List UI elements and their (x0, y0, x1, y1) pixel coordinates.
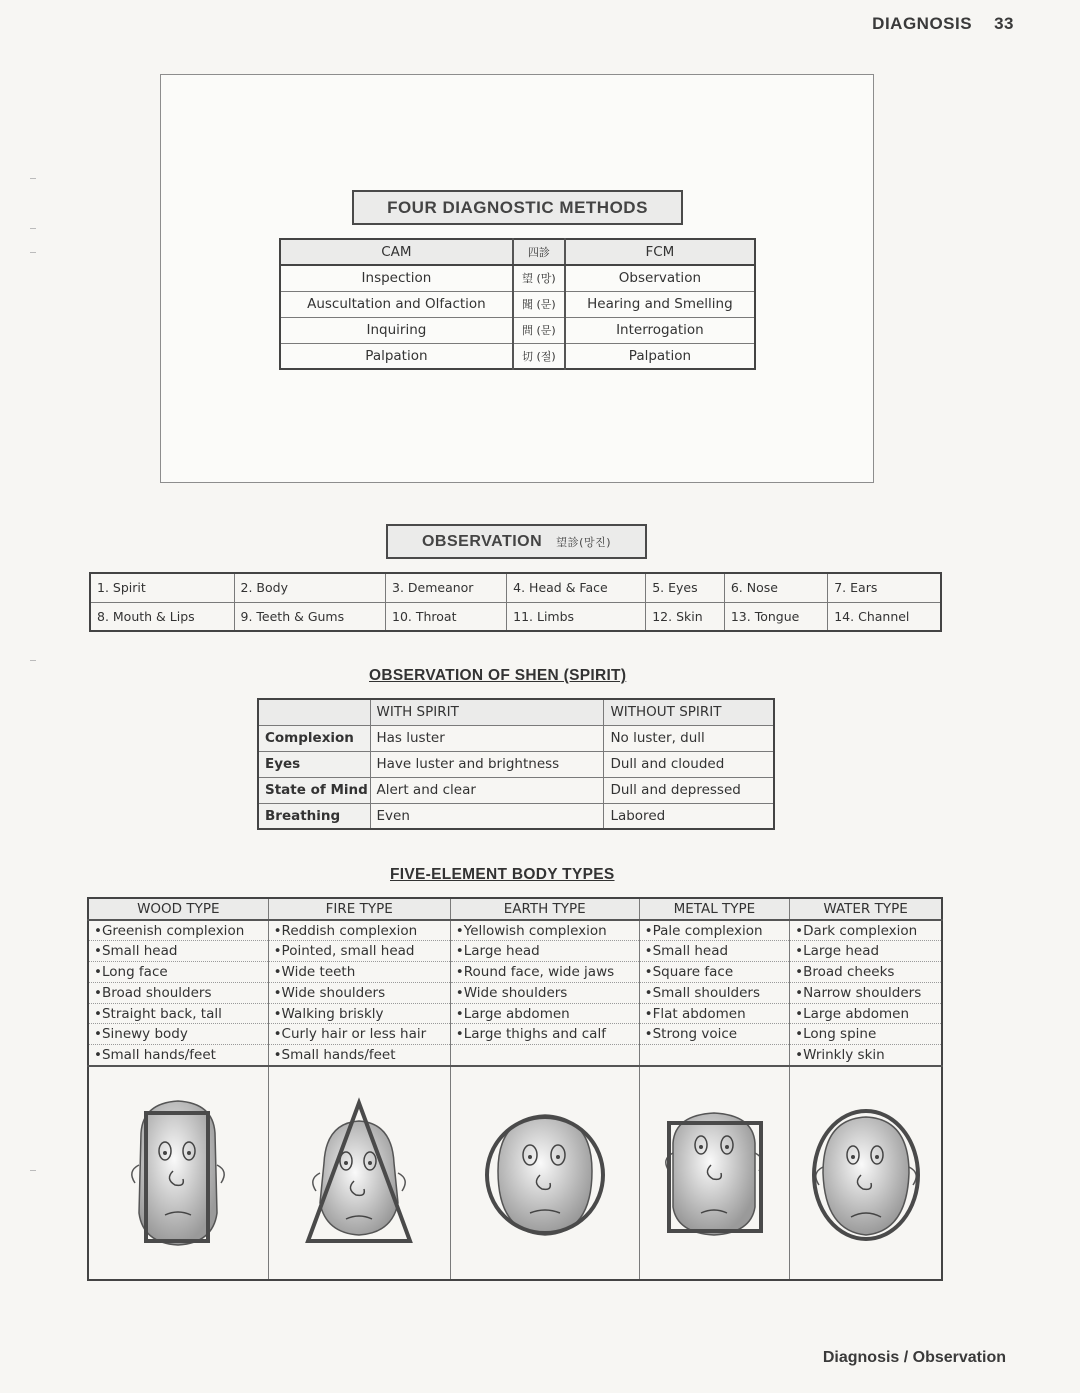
face-cell (88, 1066, 268, 1280)
table-cell: •Greenish complexion (88, 920, 268, 941)
table-cell: Has luster (370, 725, 604, 751)
page-header (872, 14, 1014, 34)
table-cell: 7. Ears (828, 573, 941, 602)
table-header-row (258, 699, 774, 725)
table-cell: 14. Channel (828, 602, 941, 631)
column-header: 四診 (513, 239, 565, 265)
shen-title: OBSERVATION OF SHEN (SPIRIT) (369, 667, 627, 684)
metal-face-square-icon (649, 1093, 779, 1253)
table-cell: 9. Teeth & Gums (234, 602, 385, 631)
table-cell: •Round face, wide jaws (450, 962, 639, 983)
table-cell: •Broad cheeks (790, 962, 942, 983)
table-row (88, 982, 942, 1003)
table-cell: Auscultation and Olfaction (280, 291, 513, 317)
table-row (88, 941, 942, 962)
table-cell: 2. Body (234, 573, 385, 602)
table-cell: •Large abdomen (790, 1003, 942, 1024)
table-row (258, 751, 774, 777)
table-cell: •Wide shoulders (268, 982, 450, 1003)
column-header: FCM (565, 239, 755, 265)
table-cell: •Small shoulders (639, 982, 790, 1003)
table-cell: •Large thighs and calf (450, 1024, 639, 1045)
table-cell: 13. Tongue (724, 602, 827, 631)
observation-title-text: OBSERVATION (421, 533, 543, 550)
earth-face-circle-icon (480, 1093, 610, 1253)
table-cell: •Pale complexion (639, 920, 790, 941)
column-header: WITHOUT SPIRIT (604, 699, 774, 725)
column-header: METAL TYPE (639, 898, 790, 920)
table-row (90, 602, 941, 631)
table-row (280, 291, 755, 317)
table-cell: •Large head (450, 941, 639, 962)
table-cell: •Curly hair or less hair (268, 1024, 450, 1045)
table-cell: Alert and clear (370, 777, 604, 803)
table-cell: Have luster and brightness (370, 751, 604, 777)
table-cell: 5. Eyes (646, 573, 725, 602)
table-cell: •Wide teeth (268, 962, 450, 983)
face-cell (790, 1066, 942, 1280)
table-cell: 切 (절) (513, 343, 565, 369)
table-cell: Dull and clouded (604, 751, 774, 777)
five-element-table (87, 897, 943, 1281)
table-cell: Labored (604, 803, 774, 829)
table-row (258, 725, 774, 751)
observation-title (386, 524, 647, 559)
table-cell: 6. Nose (724, 573, 827, 602)
water-face-oval-icon (801, 1093, 931, 1253)
table-cell: •Sinewy body (88, 1024, 268, 1045)
fire-face-triangle-icon (294, 1093, 424, 1253)
table-cell: •Small hands/feet (88, 1045, 268, 1066)
table-row (90, 573, 941, 602)
table-cell: •Broad shoulders (88, 982, 268, 1003)
table-row (88, 1045, 942, 1066)
table-cell: •Reddish complexion (268, 920, 450, 941)
table-header-row (280, 239, 755, 265)
table-cell: •Large abdomen (450, 1003, 639, 1024)
table-row (88, 1003, 942, 1024)
table-row (280, 343, 755, 369)
table-cell: No luster, dull (604, 725, 774, 751)
table-cell: •Small head (639, 941, 790, 962)
row-header: State of Mind (258, 777, 370, 803)
table-row (88, 1024, 942, 1045)
face-illustration-row (88, 1066, 942, 1280)
face-cell (268, 1066, 450, 1280)
table-row (88, 920, 942, 941)
table-cell: Palpation (565, 343, 755, 369)
table-cell: Dull and depressed (604, 777, 774, 803)
column-header: FIRE TYPE (268, 898, 450, 920)
table-cell: 8. Mouth & Lips (90, 602, 234, 631)
table-cell: 問 (문) (513, 317, 565, 343)
row-header: Eyes (258, 751, 370, 777)
column-header: WOOD TYPE (88, 898, 268, 920)
page-number: 33 (994, 14, 1014, 33)
table-cell: 1. Spirit (90, 573, 234, 602)
table-cell: 10. Throat (386, 602, 507, 631)
row-header: Complexion (258, 725, 370, 751)
section-title: DIAGNOSIS (872, 14, 973, 33)
table-cell: •Strong voice (639, 1024, 790, 1045)
table-row (258, 777, 774, 803)
face-cell (639, 1066, 790, 1280)
table-cell: •Small hands/feet (268, 1045, 450, 1066)
table-cell: Hearing and Smelling (565, 291, 755, 317)
row-header: Breathing (258, 803, 370, 829)
table-cell: •Walking briskly (268, 1003, 450, 1024)
table-cell: •Narrow shoulders (790, 982, 942, 1003)
table-cell: •Straight back, tall (88, 1003, 268, 1024)
table-cell: 4. Head & Face (507, 573, 646, 602)
wood-face-rectangle-icon (113, 1093, 243, 1253)
table-cell: •Wide shoulders (450, 982, 639, 1003)
five-element-title: FIVE-ELEMENT BODY TYPES (390, 866, 615, 883)
table-cell: 12. Skin (646, 602, 725, 631)
column-header: CAM (280, 239, 513, 265)
observation-title-hanja: 望診(망진) (556, 536, 612, 549)
table-cell: 聞 (문) (513, 291, 565, 317)
table-row (88, 962, 942, 983)
table-cell: •Pointed, small head (268, 941, 450, 962)
table-row (280, 265, 755, 291)
table-cell: •Small head (88, 941, 268, 962)
table-cell (450, 1045, 639, 1066)
table-cell: Palpation (280, 343, 513, 369)
table-cell: Inquiring (280, 317, 513, 343)
column-header: WATER TYPE (790, 898, 942, 920)
table-header-row (88, 898, 942, 920)
table-cell: Even (370, 803, 604, 829)
table-cell (639, 1045, 790, 1066)
table-cell: Interrogation (565, 317, 755, 343)
table-row (280, 317, 755, 343)
table-cell: 望 (망) (513, 265, 565, 291)
face-cell (450, 1066, 639, 1280)
observation-table (89, 572, 942, 632)
column-header: WITH SPIRIT (370, 699, 604, 725)
four-methods-table (279, 238, 756, 370)
table-cell: •Dark complexion (790, 920, 942, 941)
page-footer: Diagnosis / Observation (822, 1349, 1006, 1366)
table-cell: •Square face (639, 962, 790, 983)
table-cell: •Large head (790, 941, 942, 962)
table-cell: Inspection (280, 265, 513, 291)
table-cell: •Flat abdomen (639, 1003, 790, 1024)
shen-table (257, 698, 775, 830)
table-cell: •Long face (88, 962, 268, 983)
table-cell: Observation (565, 265, 755, 291)
table-cell: 3. Demeanor (386, 573, 507, 602)
table-cell: 11. Limbs (507, 602, 646, 631)
table-cell: •Long spine (790, 1024, 942, 1045)
table-cell: •Yellowish complexion (450, 920, 639, 941)
four-methods-title: FOUR DIAGNOSTIC METHODS (352, 190, 683, 225)
corner-cell (258, 699, 370, 725)
table-row (258, 803, 774, 829)
column-header: EARTH TYPE (450, 898, 639, 920)
table-cell: •Wrinkly skin (790, 1045, 942, 1066)
